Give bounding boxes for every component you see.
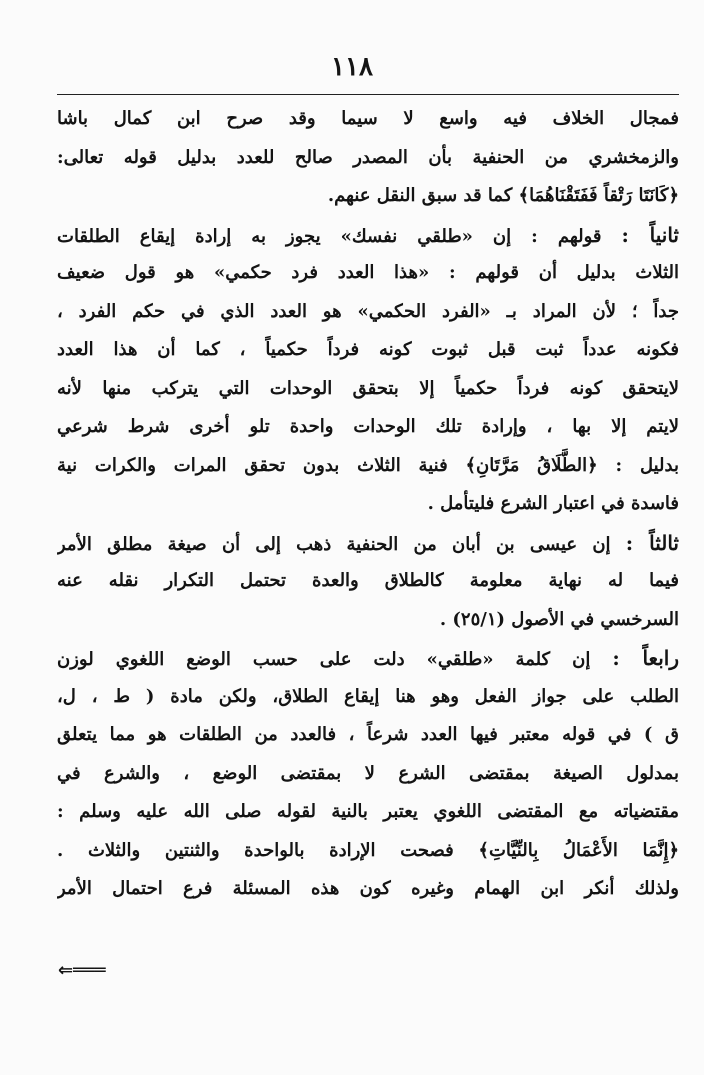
line-text: الثلاث بدليل أن قولهم : «هذا العدد فرد حكمي» هو قول ضعيف xyxy=(57,262,679,283)
text-line xyxy=(57,716,679,755)
line-text: السرخسي في الأصول (٢٥/١) . xyxy=(439,608,679,630)
text-line xyxy=(57,832,679,871)
text-line xyxy=(57,485,679,524)
text-line xyxy=(57,370,679,409)
section-heading: ثانياً : xyxy=(621,222,679,247)
text-line xyxy=(57,793,679,832)
line-text: جداً ؛ لأن المراد بـ «الفرد الحكمي» هو العدد الذي في حكم الفرد ، xyxy=(57,300,679,322)
section-heading: رابعاً : xyxy=(612,646,679,670)
line-text: لايتحقق كونه فرداً حكمياً إلا بتحقق الوحدات التي يتركب منها لأنه xyxy=(57,377,679,399)
text-line xyxy=(57,408,679,447)
text-line xyxy=(57,601,679,640)
line-text: والزمخشري من الحنفية بأن المصدر صالح للعدد بدليل قوله تعالى: xyxy=(57,146,679,168)
text-line xyxy=(57,254,679,293)
text-line xyxy=(57,331,679,370)
text-line xyxy=(57,447,679,486)
line-text: مقتضياته مع المقتضى اللغوي يعتبر بالنية لقوله صلى الله عليه وسلم : xyxy=(57,801,679,822)
line-text: فكونه عدداً ثبت قبل ثبوت كونه فرداً حكمياً ، كما أن هذا العدد xyxy=(57,339,679,360)
header-rule xyxy=(57,94,679,95)
line-text: ﴿إِنَّمَا الأَعْمَالُ بِالنِّيَّاتِ﴾ فصحت الإرادة بالواحدة والثنتين والثلاث . xyxy=(57,839,679,861)
line-text: ق ) في قوله معتبر فيها العدد شرعاً ، فالعدد من الطلقات هو مما يتعلق xyxy=(57,724,679,745)
text-line xyxy=(57,100,679,139)
continue-arrow-icon: ⇐═══ xyxy=(58,960,106,981)
text-line xyxy=(57,293,679,332)
line-text: بمدلول الصيغة بمقتضى الشرع لا بمقتضى الوضع ، والشرع في xyxy=(57,762,679,784)
text-line xyxy=(57,870,679,909)
body-text xyxy=(57,100,679,909)
text-line xyxy=(57,216,679,255)
line-text: إن كلمة «طلقي» دلت على حسب الوضع اللغوي لوزن xyxy=(57,649,591,670)
line-text: الطلب على جواز الفعل وهو هنا إيقاع الطلاق، ولكن مادة ( ط ، ل، xyxy=(57,685,679,707)
text-line xyxy=(57,678,679,717)
line-text: لايتم إلا بها ، وإرادة تلك الوحدات واحدة تلو أخرى شرط شرعي xyxy=(57,416,679,437)
page-number: ١١٨ xyxy=(331,52,373,82)
line-text: ﴿كَانَتَا رَتْقاً فَفَتَقْنَاهُمَا﴾ كما قد سبق النقل عنهم. xyxy=(327,185,679,206)
line-text: فاسدة في اعتبار الشرع فليتأمل . xyxy=(427,493,679,514)
line-text: بدليل : ﴿الطَّلَاقُ مَرَّتَانِ﴾ فنية الثلاث بدون تحقق المرات والكرات نية xyxy=(57,454,679,476)
text-line xyxy=(57,139,679,178)
line-text: إن عيسى بن أبان من الحنفية ذهب إلى أن صيغة مطلق الأمر xyxy=(57,533,611,555)
text-line xyxy=(57,755,679,794)
section-heading: ثالثاً : xyxy=(625,530,679,555)
text-line xyxy=(57,639,679,678)
text-line xyxy=(57,177,679,216)
line-text: فيما له نهاية معلومة كالطلاق والعدة تحتمل التكرار نقله عنه xyxy=(57,570,679,591)
line-text: قولهم : إن «طلقي نفسك» يجوز به إرادة إيقاع الطلقات xyxy=(57,225,602,247)
line-text: فمجال الخلاف فيه واسع لا سيما وقد صرح ابن كمال باشا xyxy=(57,108,679,129)
text-line xyxy=(57,562,679,601)
text-line xyxy=(57,524,679,563)
line-text: ولذلك أنكر ابن الهمام وغيره كون هذه المسئلة فرع احتمال الأمر xyxy=(57,878,679,899)
